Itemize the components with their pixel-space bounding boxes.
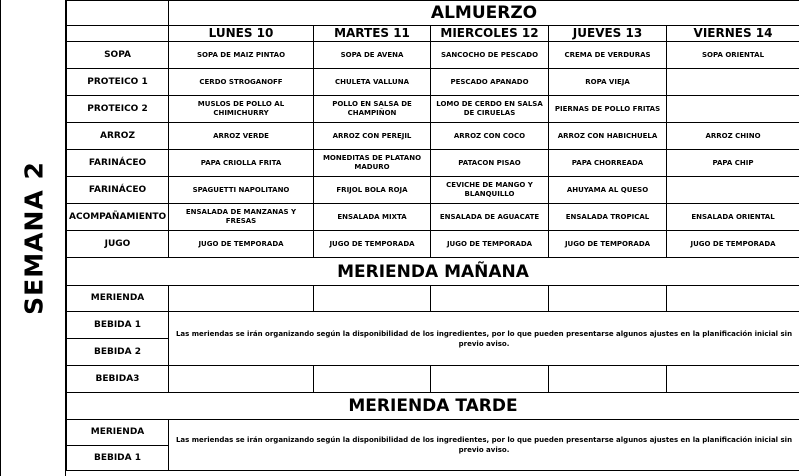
table-row	[67, 366, 799, 393]
menu-cell: MONEDITAS DE PLATANO MADURO	[314, 150, 431, 177]
week-label: SEMANA 2	[19, 161, 49, 315]
menu-cell: ARROZ CON PEREJIL	[314, 123, 431, 150]
table-row	[67, 204, 799, 231]
menu-cell: JUGO DE TEMPORADA	[667, 231, 799, 258]
menu-cell: PAPA CHORREADA	[549, 150, 667, 177]
menu-cell: JUGO DE TEMPORADA	[549, 231, 667, 258]
menu-cell: SOPA DE MAIZ PINTAO	[169, 42, 314, 69]
menu-cell: CEVICHE DE MANGO Y BLANQUILLO	[431, 177, 549, 204]
menu-cell	[667, 96, 799, 123]
menu-cell	[549, 366, 667, 393]
menu-cell: ARROZ CHINO	[667, 123, 799, 150]
row-label-merienda: MERIENDA	[67, 286, 169, 312]
menu-cell: CREMA DE VERDURAS	[549, 42, 667, 69]
menu-cell	[549, 286, 667, 312]
table-row	[67, 96, 799, 123]
menu-cell: LOMO DE CERDO EN SALSA DE CIRUELAS	[431, 96, 549, 123]
row-label-bebida-3: BEBIDA3	[67, 366, 169, 393]
menu-cell	[667, 286, 799, 312]
menu-cell: ARROZ CON COCO	[431, 123, 549, 150]
menu-cell: ARROZ CON HABICHUELA	[549, 123, 667, 150]
menu-cell: CHULETA VALLUNA	[314, 69, 431, 96]
menu-cell	[667, 69, 799, 96]
merienda-tarde-note: Las meriendas se irán organizando según la disponibilidad de los ingredientes, por lo que pueden presentarse algunos ajustes en la planificación inicial sin previo aviso.	[169, 420, 799, 471]
table-row	[67, 312, 799, 339]
table-row	[67, 69, 799, 96]
menu-table	[66, 0, 799, 471]
menu-cell	[169, 366, 314, 393]
row-label-arroz: ARROZ	[67, 123, 169, 150]
menu-cell: PATACON PISAO	[431, 150, 549, 177]
table-row	[67, 150, 799, 177]
day-header-thursday: JUEVES 13	[549, 26, 667, 42]
menu-cell: JUGO DE TEMPORADA	[314, 231, 431, 258]
menu-cell: SOPA ORIENTAL	[667, 42, 799, 69]
menu-cell: SANCOCHO DE PESCADO	[431, 42, 549, 69]
week-label-column	[0, 0, 66, 476]
row-label-farinaceo-1: FARINÁCEO	[67, 150, 169, 177]
table-row	[67, 231, 799, 258]
menu-cell: SOPA DE AVENA	[314, 42, 431, 69]
table-row	[67, 42, 799, 69]
menu-cell: PIERNAS DE POLLO FRITAS	[549, 96, 667, 123]
row-label-proteico-1: PROTEICO 1	[67, 69, 169, 96]
row-label-bebida-1-tarde: BEBIDA 1	[67, 446, 169, 471]
table-row	[67, 286, 799, 312]
menu-cell: JUGO DE TEMPORADA	[169, 231, 314, 258]
menu-cell: CERDO STROGANOFF	[169, 69, 314, 96]
menu-cell: PAPA CRIOLLA FRITA	[169, 150, 314, 177]
menu-cell: FRIJOL BOLA ROJA	[314, 177, 431, 204]
menu-cell	[431, 286, 549, 312]
day-header-friday: VIERNES 14	[667, 26, 799, 42]
table-row	[67, 177, 799, 204]
menu-cell: PAPA CHIP	[667, 150, 799, 177]
menu-cell	[667, 177, 799, 204]
merienda-manana-title: MERIENDA MAÑANA	[67, 258, 799, 286]
menu-cell	[314, 286, 431, 312]
row-label-jugo: JUGO	[67, 231, 169, 258]
menu-cell: POLLO EN SALSA DE CHAMPIÑON	[314, 96, 431, 123]
menu-cell	[667, 366, 799, 393]
row-label-proteico-2: PROTEICO 2	[67, 96, 169, 123]
row-label-merienda-tarde: MERIENDA	[67, 420, 169, 446]
row-label-sopa: SOPA	[67, 42, 169, 69]
day-header-tuesday: MARTES 11	[314, 26, 431, 42]
menu-cell: AHUYAMA AL QUESO	[549, 177, 667, 204]
menu-cell	[431, 366, 549, 393]
menu-cell: PESCADO APANADO	[431, 69, 549, 96]
menu-cell	[314, 366, 431, 393]
row-label-bebida-1: BEBIDA 1	[67, 312, 169, 339]
row-label-bebida-2: BEBIDA 2	[67, 339, 169, 366]
menu-cell: ENSALADA MIXTA	[314, 204, 431, 231]
table-row	[67, 123, 799, 150]
menu-cell: MUSLOS DE POLLO AL CHIMICHURRY	[169, 96, 314, 123]
menu-cell: ROPA VIEJA	[549, 69, 667, 96]
merienda-tarde-title: MERIENDA TARDE	[67, 393, 799, 420]
menu-cell: ENSALADA ORIENTAL	[667, 204, 799, 231]
merienda-manana-note: Las meriendas se irán organizando según la disponibilidad de los ingredientes, por lo que pueden presentarse algunos ajustes en la planificación inicial sin previo aviso.	[169, 312, 799, 366]
almuerzo-title: ALMUERZO	[169, 1, 799, 26]
row-label-farinaceo-2: FARINÁCEO	[67, 177, 169, 204]
menu-cell: ENSALADA TROPICAL	[549, 204, 667, 231]
menu-cell	[169, 286, 314, 312]
menu-cell: JUGO DE TEMPORADA	[431, 231, 549, 258]
table-row	[67, 420, 799, 446]
menu-cell: ENSALADA DE AGUACATE	[431, 204, 549, 231]
menu-cell: SPAGUETTI NAPOLITANO	[169, 177, 314, 204]
day-header-wednesday: MIERCOLES 12	[431, 26, 549, 42]
day-header-monday: LUNES 10	[169, 26, 314, 42]
menu-cell: ENSALADA DE MANZANAS Y FRESAS	[169, 204, 314, 231]
row-label-acompanamiento: ACOMPAÑAMIENTO	[67, 204, 169, 231]
menu-cell: ARROZ VERDE	[169, 123, 314, 150]
